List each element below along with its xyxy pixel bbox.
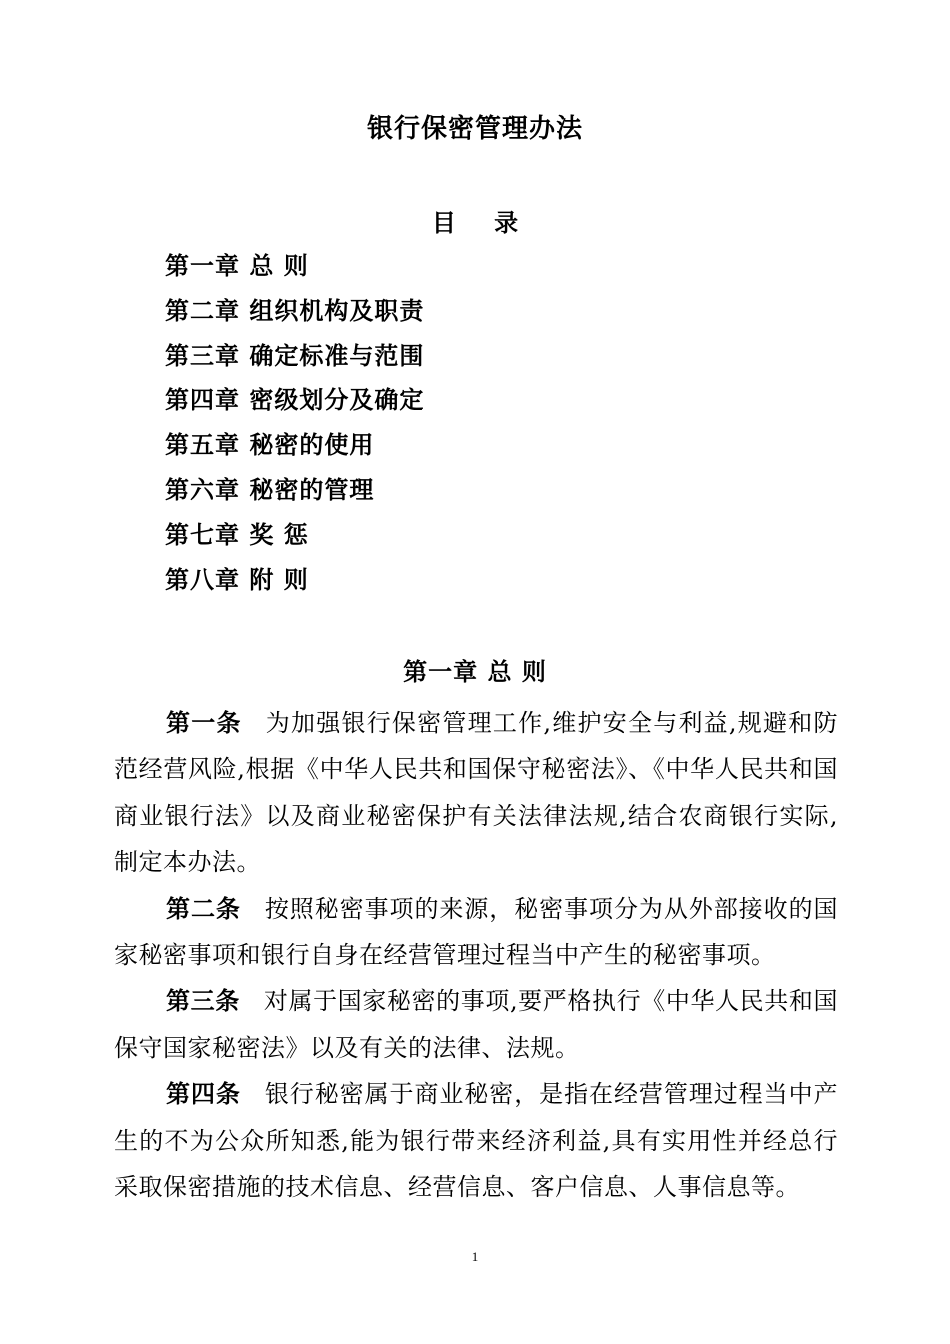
toc-heading: 目 录	[431, 208, 519, 237]
article-text: 银行秘密属于商业秘密，是指在经营管理过程当中产生的不为公众所知悉,能为银行带来经济利益,具有实用性并经总行采取保密措施的技术信息、经营信息、客户信息、人事信息等。	[114, 1080, 839, 1202]
article-label: 第二条	[166, 893, 241, 923]
toc-item-chapter-4: 第四章 密级划分及确定	[165, 385, 425, 415]
toc-item-chapter-7: 第七章 奖 惩	[165, 519, 309, 549]
toc-item-chapter-6: 第六章 秘密的管理	[165, 474, 375, 504]
chapter-heading: 第一章 总 则	[403, 657, 547, 686]
toc-item-chapter-3: 第三章 确定标准与范围	[165, 340, 425, 370]
table-of-contents	[165, 246, 765, 604]
article-1	[114, 700, 838, 886]
article-text: 为加强银行保密管理工作,维护安全与利益,规避和防范经营风险,根据《中华人民共和国保守秘密法》、《中华人民共和国商业银行法》以及商业秘密保护有关法律法规,结合农商银行实际,制定本办法。	[114, 709, 839, 877]
document-title: 银行保密管理办法	[366, 114, 583, 144]
article-label: 第四条	[166, 1079, 241, 1109]
article-4	[114, 1071, 838, 1210]
article-label: 第一条	[166, 708, 242, 737]
article-2	[114, 886, 838, 979]
chapter-body	[114, 700, 838, 1210]
toc-item-chapter-5: 第五章 秘密的使用	[165, 430, 375, 460]
article-text: 对属于国家秘密的事项,要严格执行《中华人民共和国保守国家秘密法》以及有关的法律、法规。	[114, 987, 839, 1062]
article-text: 按照秘密事项的来源，秘密事项分为从外部接收的国家秘密事项和银行自身在经营管理过程当中产生的秘密事项。	[114, 894, 839, 970]
article-label: 第三条	[166, 986, 240, 1016]
toc-item-chapter-2: 第二章 组织机构及职责	[165, 295, 425, 325]
toc-item-chapter-1: 第一章 总 则	[165, 251, 309, 280]
article-3	[114, 978, 838, 1071]
toc-item-chapter-8: 第八章 附 则	[165, 564, 309, 594]
page-number: 1	[471, 1249, 479, 1264]
